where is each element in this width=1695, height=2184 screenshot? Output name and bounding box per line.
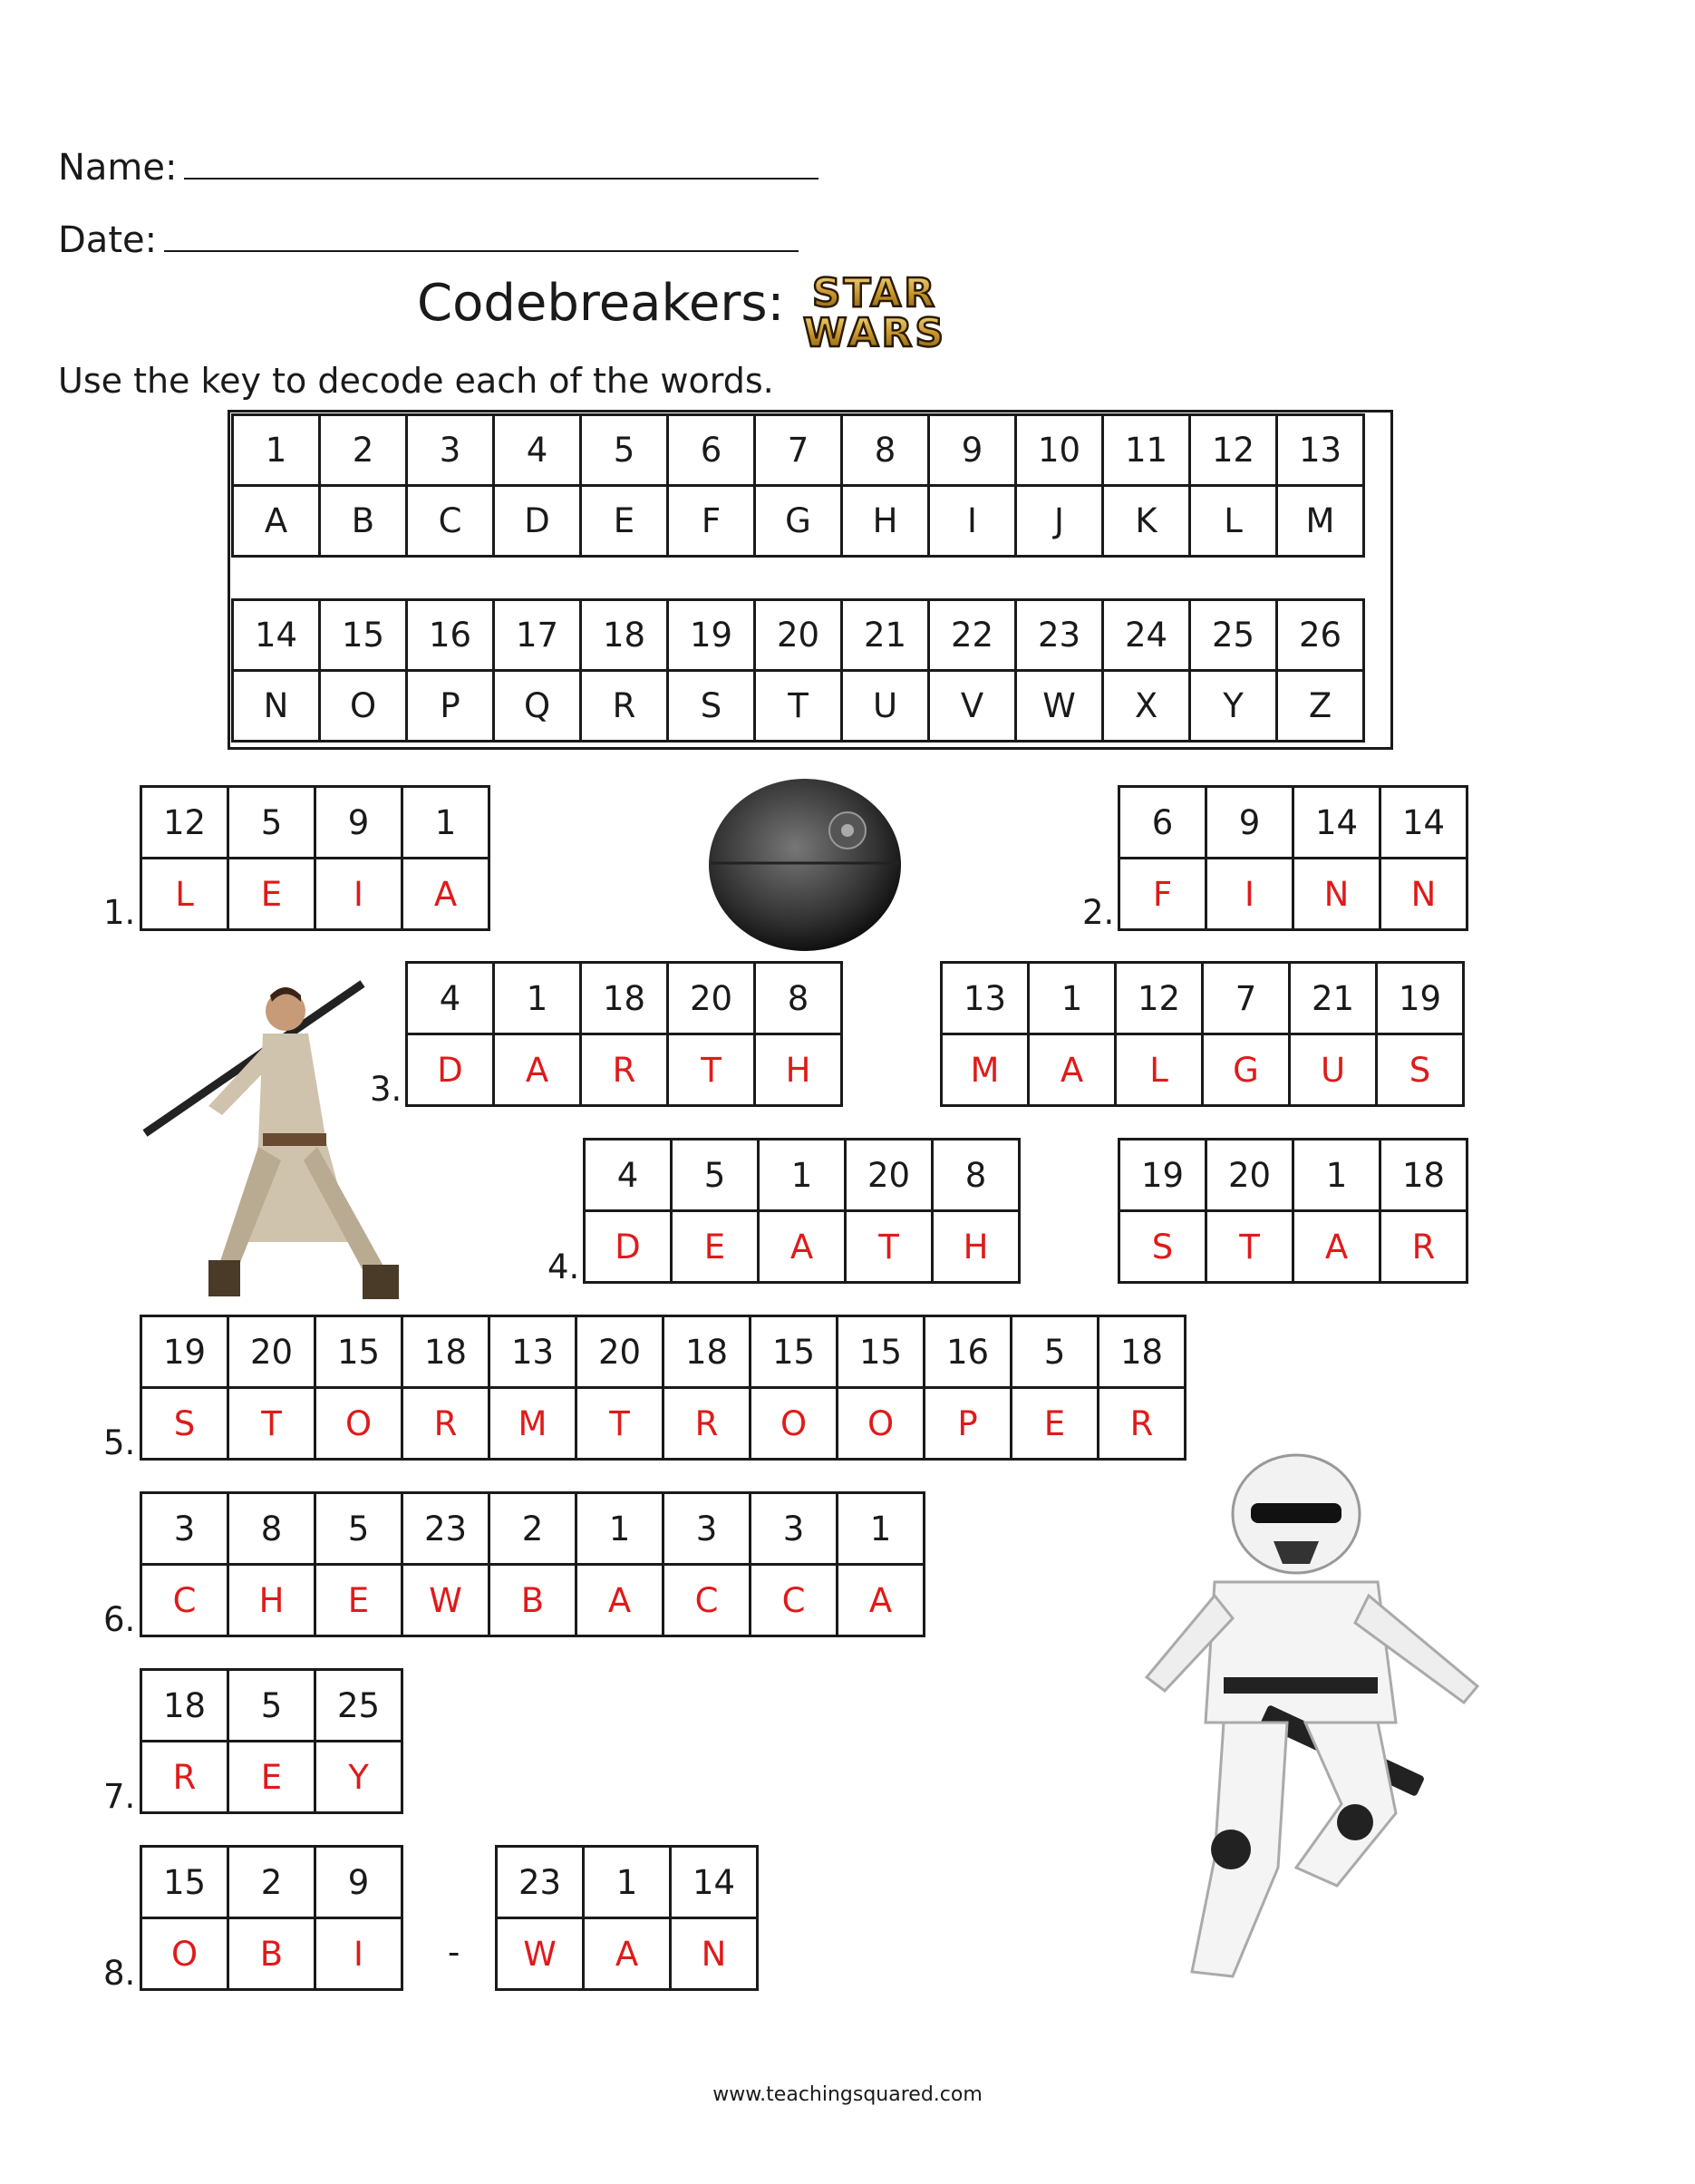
answer-letter-cell[interactable]: T — [228, 1388, 315, 1460]
code-number-cell: 9 — [315, 1847, 402, 1918]
key-letter-cell: H — [842, 486, 929, 557]
code-number-cell: 9 — [315, 787, 402, 859]
star-wars-logo — [780, 268, 970, 352]
key-letter-cell: C — [407, 486, 494, 557]
code-number-cell: 5 — [672, 1140, 759, 1211]
key-letter-cell: L — [1190, 486, 1277, 557]
code-number-cell: 8 — [933, 1140, 1020, 1211]
code-number-cell: 1 — [759, 1140, 846, 1211]
answer-letter-cell[interactable]: U — [1290, 1034, 1377, 1106]
code-number-cell: 5 — [228, 1670, 315, 1742]
answer-letter-cell[interactable]: E — [228, 1742, 315, 1813]
answer-letter-cell[interactable]: R — [141, 1742, 228, 1813]
code-number-cell: 14 — [1380, 787, 1467, 859]
code-number-cell: 5 — [228, 787, 315, 859]
code-number-cell: 19 — [1377, 963, 1464, 1034]
key-number-cell: 18 — [581, 600, 668, 671]
answer-letter-cell[interactable]: O — [315, 1388, 402, 1460]
code-number-cell: 1 — [838, 1493, 925, 1565]
code-number-cell: 5 — [315, 1493, 402, 1565]
code-number-cell: 3 — [663, 1493, 751, 1565]
key-letter-cell: N — [233, 671, 320, 742]
code-word-grid — [140, 1668, 403, 1814]
code-number-cell: 3 — [141, 1493, 228, 1565]
key-letter-cell: Y — [1190, 671, 1277, 742]
key-number-cell: 23 — [1016, 600, 1103, 671]
puzzle-number: 3. — [370, 1070, 402, 1109]
answer-letter-cell[interactable]: A — [759, 1211, 846, 1283]
key-number-cell: 9 — [929, 415, 1016, 486]
key-letter-cell: K — [1103, 486, 1190, 557]
answer-letter-cell[interactable]: T — [846, 1211, 933, 1283]
answer-letter-cell[interactable]: I — [315, 859, 402, 930]
code-number-cell: 20 — [576, 1316, 663, 1388]
footer-url: www.teachingsquared.com — [712, 2083, 983, 2106]
code-number-cell: 15 — [838, 1316, 925, 1388]
key-number-cell: 22 — [929, 600, 1016, 671]
code-word-grid — [140, 1845, 403, 1991]
code-number-cell: 14 — [1293, 787, 1380, 859]
key-letter-cell: V — [929, 671, 1016, 742]
key-letter-cell: M — [1277, 486, 1364, 557]
code-word-grid — [405, 961, 843, 1107]
key-letter-cell: Q — [494, 671, 581, 742]
key-letter-cell: Z — [1277, 671, 1364, 742]
answer-letter-cell[interactable]: G — [1203, 1034, 1290, 1106]
logo-line1: STAR — [811, 270, 938, 316]
key-letter-cell: T — [755, 671, 842, 742]
puzzle-number: 1. — [103, 893, 136, 932]
puzzle-number: 4. — [547, 1247, 580, 1286]
answer-letter-cell[interactable]: E — [228, 859, 315, 930]
answer-letter-cell[interactable]: R — [1099, 1388, 1186, 1460]
answer-letter-cell[interactable]: R — [663, 1388, 751, 1460]
key-number-cell: 20 — [755, 600, 842, 671]
key-letter-cell: X — [1103, 671, 1190, 742]
key-letter-cell: P — [407, 671, 494, 742]
code-number-cell: 1 — [576, 1493, 663, 1565]
code-number-cell: 19 — [1119, 1140, 1206, 1211]
date-line — [58, 218, 799, 261]
answer-letter-cell[interactable]: T — [668, 1034, 755, 1106]
key-number-cell: 19 — [668, 600, 755, 671]
answer-letter-cell[interactable]: R — [402, 1388, 489, 1460]
answer-letter-cell[interactable]: O — [141, 1918, 228, 1990]
code-number-cell: 12 — [1116, 963, 1203, 1034]
code-word-grid — [583, 1138, 1021, 1284]
key-letter-cell: S — [668, 671, 755, 742]
answer-letter-cell[interactable]: W — [402, 1565, 489, 1636]
code-number-cell: 2 — [489, 1493, 576, 1565]
answer-letter-cell[interactable]: M — [942, 1034, 1029, 1106]
key-letter-cell: J — [1016, 486, 1103, 557]
answer-letter-cell[interactable]: E — [315, 1565, 402, 1636]
key-number-cell: 10 — [1016, 415, 1103, 486]
code-word-grid — [140, 1315, 1186, 1461]
answer-letter-cell[interactable]: N — [1380, 859, 1467, 930]
instructions: Use the key to decode each of the words. — [58, 361, 774, 401]
answer-letter-cell[interactable]: H — [933, 1211, 1020, 1283]
code-number-cell: 23 — [497, 1847, 584, 1918]
code-number-cell: 1 — [494, 963, 581, 1034]
answer-letter-cell[interactable]: P — [925, 1388, 1012, 1460]
answer-letter-cell[interactable]: L — [1116, 1034, 1203, 1106]
answer-letter-cell[interactable]: A — [1029, 1034, 1116, 1106]
key-letter-cell: W — [1016, 671, 1103, 742]
key-number-cell: 25 — [1190, 600, 1277, 671]
code-number-cell: 23 — [402, 1493, 489, 1565]
code-number-cell: 8 — [755, 963, 842, 1034]
code-word-grid — [940, 961, 1465, 1107]
answer-letter-cell[interactable]: B — [228, 1918, 315, 1990]
key-letter-cell: E — [581, 486, 668, 557]
answer-letter-cell[interactable]: I — [315, 1918, 402, 1990]
answer-letter-cell[interactable]: D — [407, 1034, 494, 1106]
code-number-cell: 1 — [1029, 963, 1116, 1034]
name-field[interactable] — [184, 145, 818, 180]
key-letter-cell: D — [494, 486, 581, 557]
puzzle-number: 8. — [103, 1954, 136, 1993]
key-number-cell: 8 — [842, 415, 929, 486]
code-number-cell: 20 — [1206, 1140, 1293, 1211]
code-number-cell: 12 — [141, 787, 228, 859]
answer-letter-cell[interactable]: C — [141, 1565, 228, 1636]
code-number-cell: 2 — [228, 1847, 315, 1918]
answer-letter-cell[interactable]: R — [581, 1034, 668, 1106]
key-number-cell: 13 — [1277, 415, 1364, 486]
code-number-cell: 13 — [489, 1316, 576, 1388]
code-number-cell: 19 — [141, 1316, 228, 1388]
rey-character-image — [136, 970, 444, 1310]
key-number-cell: 26 — [1277, 600, 1364, 671]
answer-letter-cell[interactable]: M — [489, 1388, 576, 1460]
key-number-cell: 3 — [407, 415, 494, 486]
code-number-cell: 20 — [228, 1316, 315, 1388]
code-word-grid — [1118, 1138, 1468, 1284]
key-number-cell: 21 — [842, 600, 929, 671]
code-word-grid — [140, 1491, 925, 1637]
code-number-cell: 20 — [668, 963, 755, 1034]
code-number-cell: 14 — [671, 1847, 758, 1918]
code-number-cell: 7 — [1203, 963, 1290, 1034]
code-number-cell: 20 — [846, 1140, 933, 1211]
code-number-cell: 4 — [585, 1140, 672, 1211]
code-number-cell: 15 — [751, 1316, 838, 1388]
name-label: Name: — [58, 147, 178, 189]
key-letter-cell: U — [842, 671, 929, 742]
code-number-cell: 1 — [1293, 1140, 1380, 1211]
answer-letter-cell[interactable]: H — [228, 1565, 315, 1636]
answer-letter-cell[interactable]: N — [671, 1918, 758, 1990]
key-number-cell: 2 — [320, 415, 407, 486]
hyphen-separator: - — [448, 1933, 460, 1972]
key-letter-cell: I — [929, 486, 1016, 557]
code-number-cell: 25 — [315, 1670, 402, 1742]
answer-letter-cell[interactable]: O — [751, 1388, 838, 1460]
stormtrooper-image — [1124, 1451, 1523, 1995]
key-number-cell: 1 — [233, 415, 320, 486]
code-word-grid — [1118, 785, 1468, 931]
code-number-cell: 3 — [751, 1493, 838, 1565]
answer-letter-cell[interactable]: H — [755, 1034, 842, 1106]
answer-letter-cell[interactable]: A — [838, 1565, 925, 1636]
puzzle-number: 2. — [1082, 893, 1115, 932]
key-letter-cell: O — [320, 671, 407, 742]
key-letter-cell: G — [755, 486, 842, 557]
code-number-cell: 18 — [1099, 1316, 1186, 1388]
puzzle-number: 6. — [103, 1600, 136, 1639]
answer-letter-cell[interactable]: O — [838, 1388, 925, 1460]
puzzle-number: 7. — [103, 1777, 136, 1816]
key-number-cell: 15 — [320, 600, 407, 671]
code-number-cell: 16 — [925, 1316, 1012, 1388]
key-letter-cell: R — [581, 671, 668, 742]
code-number-cell: 18 — [581, 963, 668, 1034]
code-number-cell: 9 — [1206, 787, 1293, 859]
answer-letter-cell[interactable]: A — [402, 859, 489, 930]
key-number-cell: 14 — [233, 600, 320, 671]
key-number-cell: 17 — [494, 600, 581, 671]
code-number-cell: 18 — [141, 1670, 228, 1742]
code-number-cell: 18 — [663, 1316, 751, 1388]
code-number-cell: 18 — [1380, 1140, 1467, 1211]
code-number-cell: 1 — [402, 787, 489, 859]
code-number-cell: 15 — [315, 1316, 402, 1388]
answer-letter-cell[interactable]: C — [663, 1565, 751, 1636]
answer-letter-cell[interactable]: A — [494, 1034, 581, 1106]
answer-letter-cell[interactable]: L — [141, 859, 228, 930]
key-number-cell: 16 — [407, 600, 494, 671]
code-number-cell: 15 — [141, 1847, 228, 1918]
answer-letter-cell[interactable]: A — [576, 1565, 663, 1636]
key-letter-cell: B — [320, 486, 407, 557]
answer-letter-cell[interactable]: B — [489, 1565, 576, 1636]
code-number-cell: 5 — [1012, 1316, 1099, 1388]
key-table-row1 — [231, 413, 1365, 558]
code-number-cell: 1 — [584, 1847, 671, 1918]
answer-letter-cell[interactable]: S — [1119, 1211, 1206, 1283]
code-number-cell: 21 — [1290, 963, 1377, 1034]
answer-letter-cell[interactable]: T — [1206, 1211, 1293, 1283]
code-number-cell: 6 — [1119, 787, 1206, 859]
date-label: Date: — [58, 219, 158, 261]
puzzle-number: 5. — [103, 1423, 136, 1462]
answer-letter-cell[interactable]: D — [585, 1211, 672, 1283]
answer-letter-cell[interactable]: E — [1012, 1388, 1099, 1460]
answer-letter-cell[interactable]: W — [497, 1918, 584, 1990]
key-letter-cell: A — [233, 486, 320, 557]
answer-letter-cell[interactable]: S — [141, 1388, 228, 1460]
answer-letter-cell[interactable]: S — [1377, 1034, 1464, 1106]
answer-letter-cell[interactable]: Y — [315, 1742, 402, 1813]
code-number-cell: 4 — [407, 963, 494, 1034]
key-number-cell: 24 — [1103, 600, 1190, 671]
code-word-grid — [495, 1845, 759, 1991]
code-number-cell: 13 — [942, 963, 1029, 1034]
answer-letter-cell[interactable]: N — [1293, 859, 1380, 930]
date-field[interactable] — [164, 218, 799, 252]
answer-letter-cell[interactable]: A — [1293, 1211, 1380, 1283]
logo-line2: WARS — [802, 310, 947, 352]
code-number-cell: 18 — [402, 1316, 489, 1388]
answer-letter-cell[interactable]: R — [1380, 1211, 1467, 1283]
answer-letter-cell[interactable]: I — [1206, 859, 1293, 930]
code-word-grid — [140, 785, 490, 931]
answer-letter-cell[interactable]: F — [1119, 859, 1206, 930]
answer-letter-cell[interactable]: E — [672, 1211, 759, 1283]
name-line — [58, 145, 818, 189]
key-table-row2 — [231, 598, 1365, 743]
answer-letter-cell[interactable]: A — [584, 1918, 671, 1990]
answer-letter-cell[interactable]: C — [751, 1565, 838, 1636]
key-number-cell: 7 — [755, 415, 842, 486]
page-title: Codebreakers: — [417, 274, 785, 333]
key-number-cell: 5 — [581, 415, 668, 486]
key-number-cell: 11 — [1103, 415, 1190, 486]
death-star-image — [707, 776, 903, 954]
code-number-cell: 8 — [228, 1493, 315, 1565]
answer-letter-cell[interactable]: T — [576, 1388, 663, 1460]
key-number-cell: 6 — [668, 415, 755, 486]
key-number-cell: 12 — [1190, 415, 1277, 486]
key-letter-cell: F — [668, 486, 755, 557]
key-number-cell: 4 — [494, 415, 581, 486]
